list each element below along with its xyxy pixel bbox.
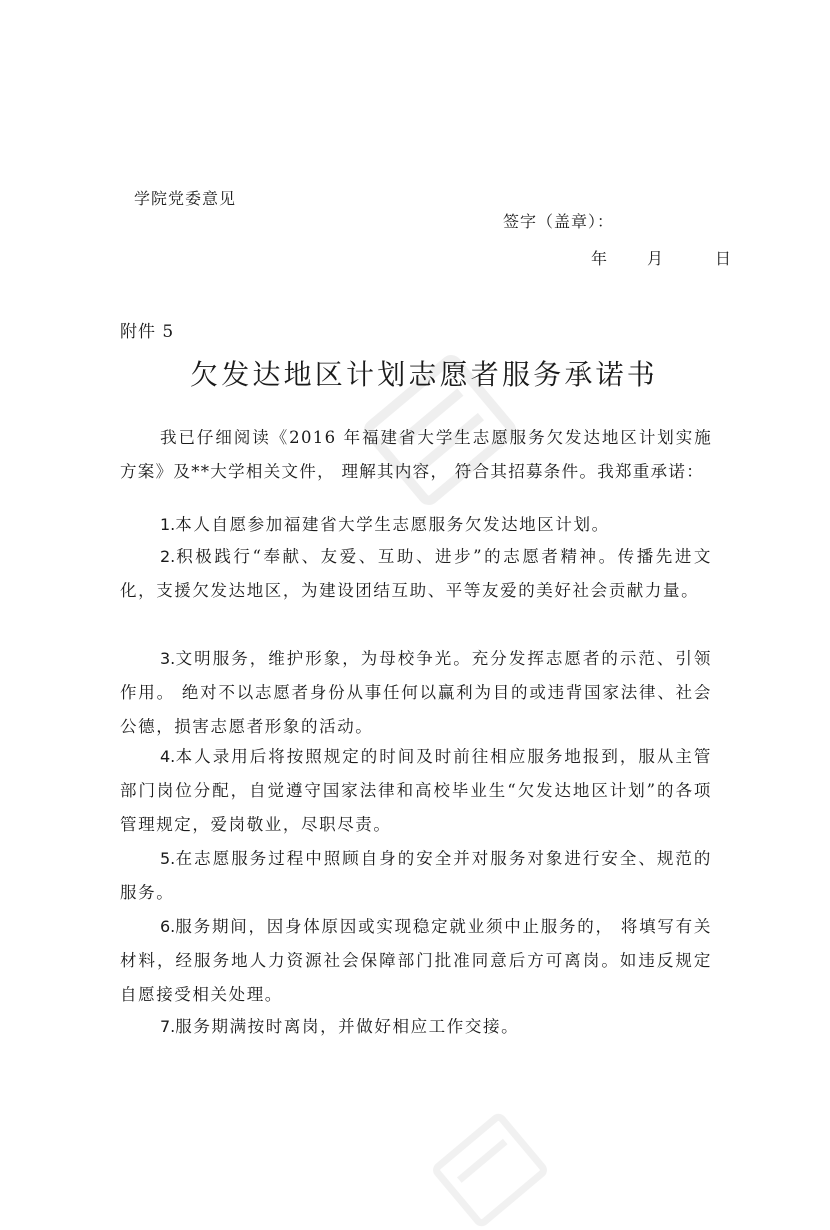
- commitment-item-6: [120, 910, 712, 1012]
- date-year-label: 年: [591, 249, 608, 268]
- item-text: 本人自愿参加福建省大学生志愿服务欠发达地区计划。: [175, 515, 610, 534]
- date-month-label: 月: [647, 249, 664, 268]
- item-text: 服务期满按时离岗，并做好相应工作交接。: [175, 1017, 520, 1036]
- commitment-item-2: [120, 540, 712, 608]
- item-text: 文明服务，维护形象，为母校争光。充分发挥志愿者的示范、引领作用。 绝对不以志愿者身份从事任何以赢利为目的或违背国家法律、社会公德，损害志愿者形象的活动。: [120, 649, 712, 736]
- attachment-label: 附件 5: [120, 322, 175, 342]
- item-number: 5.: [160, 849, 176, 868]
- item-number: 3.: [160, 649, 176, 668]
- intro-paragraph: 我已仔细阅读《2016 年福建省大学生志愿服务欠发达地区计划实施方案》及**大学相关文件， 理解其内容， 符合其招募条件。我郑重承诺：: [120, 428, 712, 481]
- item-number: 7.: [160, 1017, 176, 1036]
- item-text: 在志愿服务过程中照顾自身的安全并对服务对象进行安全、规范的服务。: [120, 849, 712, 902]
- commitment-item-5: [120, 842, 712, 910]
- commitment-item-4: [120, 740, 712, 842]
- date-day-label: 日: [715, 249, 732, 268]
- item-number: 1.: [160, 515, 176, 534]
- item-text: 服务期间，因身体原因或实现稳定就业须中止服务的， 将填写有关材料，经服务地人力资源社会保障部门批准同意后方可离岗。如违反规定自愿接受相关处理。: [120, 917, 712, 1004]
- commitment-item-3: [120, 642, 712, 744]
- date-line: [591, 246, 731, 269]
- college-party-opinion-label: 学院党委意见: [134, 189, 237, 208]
- watermark-stamp-icon: [430, 1110, 550, 1230]
- item-number: 4.: [160, 747, 176, 766]
- document-title: 欠发达地区计划志愿者服务承诺书: [190, 358, 659, 391]
- item-number: 2.: [160, 547, 176, 566]
- item-text: 积极践行“奉献、友爱、互助、进步”的志愿者精神。传播先进文化，支援欠发达地区，为建设团结互助、平等友爱的美好社会贡献力量。: [120, 547, 712, 600]
- signature-label: 签字（盖章）：: [503, 212, 615, 231]
- item-number: 6.: [160, 917, 176, 936]
- commitment-item-1: [120, 508, 712, 542]
- item-text: 本人录用后将按照规定的时间及时前往相应服务地报到，服从主管部门岗位分配，自觉遵守国家法律和高校毕业生“欠发达地区计划”的各项管理规定，爱岗敬业，尽职尽责。: [120, 747, 712, 834]
- commitment-item-7: [120, 1010, 712, 1044]
